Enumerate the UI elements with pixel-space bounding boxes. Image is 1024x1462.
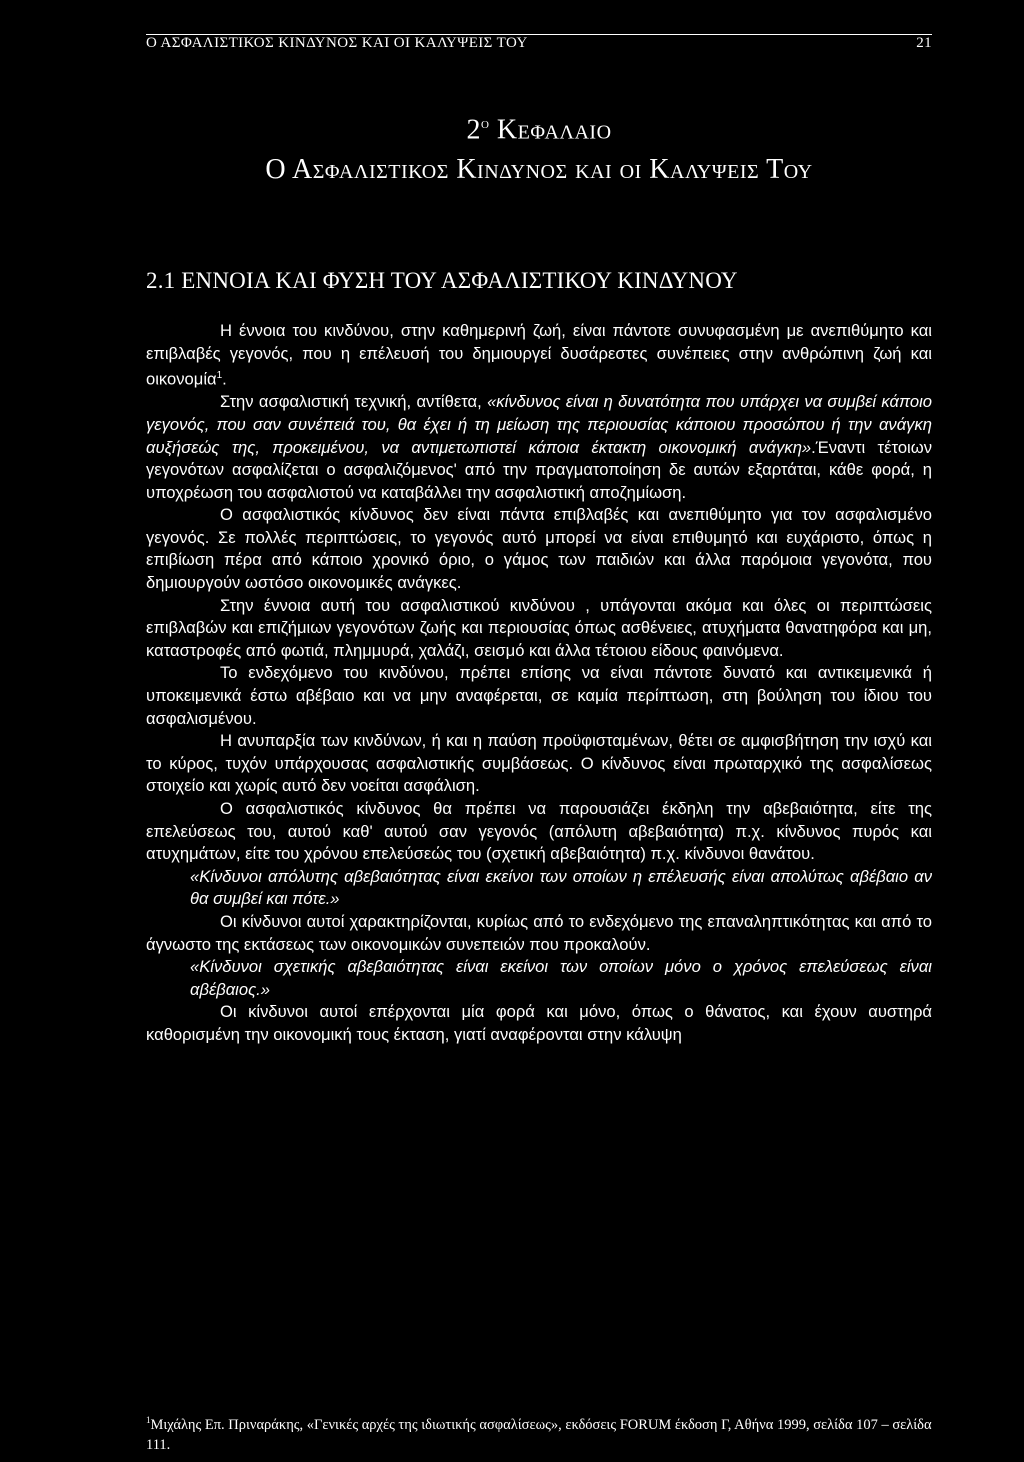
paragraph-6: Η ανυπαρξία των κινδύνων, ή και η παύση προϋφισταμένων, θέτει σε αμφισβήτηση την ισχύ και το κύρος, τυχόν υπάρχουσας ασφαλιστικής συμβάσεως. Ο κίνδυνος είναι πρωταρχικό της ασφαλίσεως στοιχείο και χωρίς αυτό δεν νοείται ασφάλιση. (146, 731, 932, 796)
quote-absolute-uncertainty: «Κίνδυνοι απόλυτης αβεβαιότητας είναι εκείνοι των οποίων η επέλευσής είναι απολύτως αβέβαιο αν θα συμβεί και πότε.» (190, 866, 932, 909)
footnote (146, 1410, 932, 1455)
chapter-heading (146, 104, 932, 190)
quote-relative-uncertainty: «Κίνδυνοι σχετικής αβεβαιότητας είναι εκείνοι των οποίων μόνο ο χρόνος επελεύσεως είναι αβέβαιος.» (190, 957, 932, 999)
chapter-number-ordinal: ο (480, 115, 490, 132)
body-text (146, 320, 932, 1047)
paragraph-1 (146, 320, 932, 391)
footnote-reference: 1 (216, 370, 223, 382)
paragraph-2-end: .Έναντι τέτοιων γεγονότων ασφαλίζεται ο ασφαλιζόμενος' από την πραγματοποίηση δε αυτών εξαρτάται, κάθε φορά, η υποχρέωση του ασφαλιστού να καταβάλλει την ασφαλιστική αποζημίωση. (146, 437, 932, 502)
footnote-text: Μιχάλης Επ. Πριναράκης, «Γενικές αρχές της ιδιωτικής ασφαλίσεως», εκδόσεις FORUM έκδοση Γ, Αθήνα 1999, σελίδα 107 – σελίδα 111. (146, 1416, 932, 1453)
section-title-text: 2.1 ΕΝΝΟΙΑ ΚΑΙ ΦΥΣΗ ΤΟΥ ΑΣΦΑΛΙΣΤΙΚΟΥ ΚΙΝΔΥΝΟΥ (146, 268, 738, 293)
running-header (146, 34, 932, 51)
chapter-title: Ο Ασφαλιστικος Κινδυνος και οι Καλυψεις Του (265, 154, 813, 186)
paragraph-8: Οι κίνδυνοι αυτοί χαρακτηρίζονται, κυρίως από το ενδεχόμενο της επαναληπτικότητας και από το άγνωστο της εκτάσεως των οικονομικών συνεπειών που προκαλούν. (146, 911, 932, 954)
section-title (146, 266, 932, 296)
paragraph-2-definition: «κίνδυνος είναι η δυνατότητα που υπάρχει να συμβεί κάποιο γεγονός, που σαν συνέπειά του, θα έχει ή τη μείωση της περιουσίας κάποιου προσώπου ή την ανάγκη αυξήσεώς της, προκειμένου, να αντιμετωπιστεί κάποια έκτακτη οικονομική ανάγκη» (146, 392, 932, 457)
paragraph-4: Στην έννοια αυτή του ασφαλιστικού κινδύνου , υπάγονται ακόμα και όλες οι περιπτώσεις επιβλαβών και επιζήμιων γεγονότων ζωής και περιουσίας όπως ασθένειες, ατυχήματα θανατηφόρα και μη, καταστροφές από φωτιά, πλημμυρά, χαλάζι, σεισμό και άλλα τέτοιου είδους φαινόμενα. (146, 595, 932, 660)
paragraph-2 (146, 391, 932, 504)
chapter-number-line (146, 104, 932, 150)
chapter-number: 2 (466, 114, 481, 146)
paragraph-2-text: Στην ασφαλιστική τεχνική, αντίθετα, (220, 392, 488, 412)
chapter-label: Κεφαλαιο (496, 114, 612, 146)
paragraph-7: Ο ασφαλιστικός κίνδυνος θα πρέπει να παρουσιάζει έκδηλη την αβεβαιότητα, είτε της επελεύσεως του, αυτού καθ' αυτού σαν γεγονός (απόλυτη αβεβαιότητα) π.χ. κίνδυνος πυρός και ατυχημάτων, είτε του χρόνου επελεύσεώς του (σχετική αβεβαιότητα) π.χ. κίνδυνοι θανάτου. (146, 799, 932, 864)
paragraph-1-text: Η έννοια του κινδύνου, στην καθημερινή ζωή, είναι πάντοτε συνυφασμένη με ανεπιθύμητο και επιβλαβές γεγονός, που η επέλευσή του δημιουργεί δυσάρεστες συνέπειες στην ανθρώπινη ζωή και οικονομία (146, 321, 932, 389)
footnote-marker: 1 (146, 1415, 151, 1425)
running-header-title: Ο ΑΣΦΑΛΙΣΤΙΚΟΣ ΚΙΝΔΥΝΟΣ ΚΑΙ ΟΙ ΚΑΛΥΨΕΙΣ ΤΟΥ (146, 35, 528, 51)
paragraph-5: Το ενδεχόμενο του κινδύνου, πρέπει επίσης να είναι πάντοτε δυνατό και αντικειμενικά ή υποκειμενικά έστω αβέβαιο και να μην αναφέρεται, σε καμία περίπτωση, στη βούληση του ίδιου του ασφαλισμένου. (146, 663, 932, 728)
page-number: 21 (916, 35, 932, 51)
paragraph-3: Ο ασφαλιστικός κίνδυνος δεν είναι πάντα επιβλαβές και ανεπιθύμητο για τον ασφαλισμένο γεγονός. Σε πολλές περιπτώσεις, το γεγονός αυτό μπορεί να είναι επιθυμητό και ευχάριστο, όπως η επιβίωση πέρα από κάποιο χρονικό όριο, ο γάμος των παιδιών και άλλα παρόμοια γεγονότα, που δημιουργούν ωστόσο οικονομικές ανάγκες. (146, 505, 932, 593)
paragraph-9: Οι κίνδυνοι αυτοί επέρχονται μία φορά και μόνο, όπως ο θάνατος, και έχουν αυστηρά καθορισμένη την οικονομική τους έκταση, γιατί αναφέρονται στην κάλυψη (146, 1002, 932, 1044)
paragraph-1-end: . (222, 369, 227, 389)
